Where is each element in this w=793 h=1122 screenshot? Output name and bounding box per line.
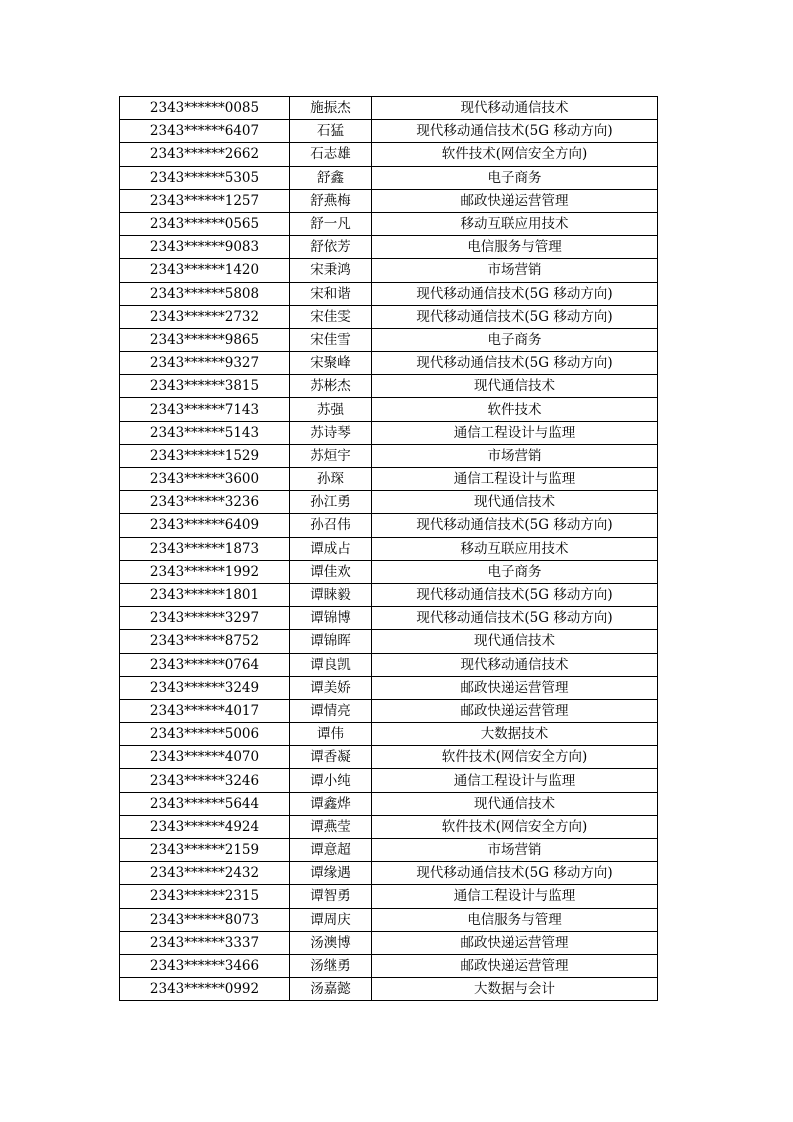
table-row	[120, 189, 658, 212]
student-id-cell: 2343******5143	[120, 421, 290, 444]
table-row	[120, 676, 658, 699]
student-id-cell: 2343******3297	[120, 607, 290, 630]
major-cell: 通信工程设计与监理	[372, 468, 658, 491]
student-id-cell: 2343******0992	[120, 978, 290, 1001]
student-name-cell: 苏彬杰	[290, 375, 372, 398]
student-id-cell: 2343******1992	[120, 560, 290, 583]
major-cell: 移动互联应用技术	[372, 212, 658, 235]
student-id-cell: 2343******5808	[120, 282, 290, 305]
major-cell: 现代移动通信技术(5G 移动方向)	[372, 607, 658, 630]
table-row	[120, 607, 658, 630]
major-cell: 现代移动通信技术(5G 移动方向)	[372, 282, 658, 305]
table-row	[120, 97, 658, 120]
major-cell: 现代移动通信技术(5G 移动方向)	[372, 120, 658, 143]
major-cell: 市场营销	[372, 259, 658, 282]
student-name-cell: 谭小纯	[290, 769, 372, 792]
student-id-cell: 2343******3249	[120, 676, 290, 699]
student-id-cell: 2343******9865	[120, 328, 290, 351]
student-id-cell: 2343******0085	[120, 97, 290, 120]
student-id-cell: 2343******0764	[120, 653, 290, 676]
student-name-cell: 孙琛	[290, 468, 372, 491]
student-id-cell: 2343******6409	[120, 514, 290, 537]
student-name-cell: 石猛	[290, 120, 372, 143]
major-cell: 电信服务与管理	[372, 236, 658, 259]
student-id-cell: 2343******3236	[120, 491, 290, 514]
student-name-cell: 舒燕梅	[290, 189, 372, 212]
roster-body	[120, 97, 658, 1001]
student-name-cell: 宋佳雯	[290, 305, 372, 328]
major-cell: 电子商务	[372, 328, 658, 351]
table-row	[120, 839, 658, 862]
table-row	[120, 815, 658, 838]
student-name-cell: 谭意超	[290, 839, 372, 862]
table-row	[120, 746, 658, 769]
table-row	[120, 166, 658, 189]
student-id-cell: 2343******1873	[120, 537, 290, 560]
student-id-cell: 2343******4924	[120, 815, 290, 838]
student-id-cell: 2343******2315	[120, 885, 290, 908]
major-cell: 邮政快递运营管理	[372, 676, 658, 699]
major-cell: 软件技术(网信安全方向)	[372, 815, 658, 838]
major-cell: 邮政快递运营管理	[372, 954, 658, 977]
student-id-cell: 2343******3466	[120, 954, 290, 977]
student-name-cell: 宋聚峰	[290, 352, 372, 375]
student-id-cell: 2343******9083	[120, 236, 290, 259]
table-row	[120, 282, 658, 305]
table-row	[120, 120, 658, 143]
table-row	[120, 583, 658, 606]
major-cell: 通信工程设计与监理	[372, 421, 658, 444]
student-name-cell: 谭情亮	[290, 699, 372, 722]
major-cell: 现代移动通信技术(5G 移动方向)	[372, 305, 658, 328]
table-row	[120, 978, 658, 1001]
major-cell: 现代通信技术	[372, 375, 658, 398]
table-row	[120, 398, 658, 421]
major-cell: 邮政快递运营管理	[372, 699, 658, 722]
major-cell: 现代移动通信技术(5G 移动方向)	[372, 514, 658, 537]
student-id-cell: 2343******2732	[120, 305, 290, 328]
major-cell: 邮政快递运营管理	[372, 931, 658, 954]
student-id-cell: 2343******1420	[120, 259, 290, 282]
major-cell: 现代移动通信技术(5G 移动方向)	[372, 583, 658, 606]
major-cell: 现代移动通信技术(5G 移动方向)	[372, 862, 658, 885]
table-row	[120, 468, 658, 491]
student-name-cell: 孙江勇	[290, 491, 372, 514]
table-row	[120, 236, 658, 259]
student-id-cell: 2343******2662	[120, 143, 290, 166]
student-id-cell: 2343******3600	[120, 468, 290, 491]
table-row	[120, 421, 658, 444]
table-row	[120, 537, 658, 560]
table-row	[120, 630, 658, 653]
table-row	[120, 560, 658, 583]
student-name-cell: 舒依芳	[290, 236, 372, 259]
table-row	[120, 259, 658, 282]
student-id-cell: 2343******0565	[120, 212, 290, 235]
major-cell: 现代通信技术	[372, 792, 658, 815]
student-id-cell: 2343******9327	[120, 352, 290, 375]
table-row	[120, 352, 658, 375]
table-row	[120, 328, 658, 351]
student-name-cell: 谭美娇	[290, 676, 372, 699]
student-name-cell: 谭锦晖	[290, 630, 372, 653]
student-name-cell: 宋佳雪	[290, 328, 372, 351]
student-name-cell: 苏烜宇	[290, 444, 372, 467]
student-id-cell: 2343******1529	[120, 444, 290, 467]
student-name-cell: 谭燕莹	[290, 815, 372, 838]
major-cell: 邮政快递运营管理	[372, 189, 658, 212]
student-name-cell: 宋秉鸿	[290, 259, 372, 282]
major-cell: 电子商务	[372, 166, 658, 189]
student-name-cell: 谭鑫烨	[290, 792, 372, 815]
student-name-cell: 苏强	[290, 398, 372, 421]
major-cell: 现代移动通信技术	[372, 653, 658, 676]
student-name-cell: 汤澳博	[290, 931, 372, 954]
student-name-cell: 苏诗琴	[290, 421, 372, 444]
table-row	[120, 723, 658, 746]
student-id-cell: 2343******3246	[120, 769, 290, 792]
student-name-cell: 谭成占	[290, 537, 372, 560]
student-name-cell: 宋和谐	[290, 282, 372, 305]
table-row	[120, 931, 658, 954]
student-id-cell: 2343******6407	[120, 120, 290, 143]
student-id-cell: 2343******4070	[120, 746, 290, 769]
major-cell: 软件技术	[372, 398, 658, 421]
major-cell: 移动互联应用技术	[372, 537, 658, 560]
student-id-cell: 2343******8073	[120, 908, 290, 931]
student-name-cell: 施振杰	[290, 97, 372, 120]
student-name-cell: 石志雄	[290, 143, 372, 166]
student-name-cell: 谭智勇	[290, 885, 372, 908]
major-cell: 现代移动通信技术(5G 移动方向)	[372, 352, 658, 375]
table-row	[120, 212, 658, 235]
student-id-cell: 2343******5006	[120, 723, 290, 746]
student-id-cell: 2343******1257	[120, 189, 290, 212]
table-row	[120, 444, 658, 467]
table-row	[120, 653, 658, 676]
student-name-cell: 谭锦博	[290, 607, 372, 630]
major-cell: 市场营销	[372, 444, 658, 467]
table-row	[120, 908, 658, 931]
student-name-cell: 汤嘉懿	[290, 978, 372, 1001]
table-row	[120, 885, 658, 908]
student-name-cell: 谭缘遇	[290, 862, 372, 885]
major-cell: 市场营销	[372, 839, 658, 862]
major-cell: 现代移动通信技术	[372, 97, 658, 120]
student-id-cell: 2343******1801	[120, 583, 290, 606]
student-name-cell: 谭周庆	[290, 908, 372, 931]
student-name-cell: 谭佳欢	[290, 560, 372, 583]
table-row	[120, 862, 658, 885]
table-row	[120, 375, 658, 398]
table-row	[120, 305, 658, 328]
student-roster-table	[119, 96, 658, 1001]
student-id-cell: 2343******2159	[120, 839, 290, 862]
major-cell: 软件技术(网信安全方向)	[372, 746, 658, 769]
table-row	[120, 699, 658, 722]
student-name-cell: 谭睐毅	[290, 583, 372, 606]
table-row	[120, 769, 658, 792]
student-id-cell: 2343******3815	[120, 375, 290, 398]
student-name-cell: 舒一凡	[290, 212, 372, 235]
table-row	[120, 491, 658, 514]
student-name-cell: 孙召伟	[290, 514, 372, 537]
major-cell: 通信工程设计与监理	[372, 885, 658, 908]
student-id-cell: 2343******3337	[120, 931, 290, 954]
major-cell: 大数据技术	[372, 723, 658, 746]
student-name-cell: 谭良凯	[290, 653, 372, 676]
student-name-cell: 谭伟	[290, 723, 372, 746]
major-cell: 电子商务	[372, 560, 658, 583]
student-id-cell: 2343******2432	[120, 862, 290, 885]
table-row	[120, 792, 658, 815]
table-row	[120, 954, 658, 977]
student-name-cell: 舒鑫	[290, 166, 372, 189]
student-name-cell: 汤继勇	[290, 954, 372, 977]
major-cell: 现代通信技术	[372, 491, 658, 514]
table-row	[120, 143, 658, 166]
student-id-cell: 2343******4017	[120, 699, 290, 722]
student-id-cell: 2343******5644	[120, 792, 290, 815]
major-cell: 电信服务与管理	[372, 908, 658, 931]
student-name-cell: 谭香凝	[290, 746, 372, 769]
major-cell: 通信工程设计与监理	[372, 769, 658, 792]
student-id-cell: 2343******7143	[120, 398, 290, 421]
major-cell: 大数据与会计	[372, 978, 658, 1001]
major-cell: 软件技术(网信安全方向)	[372, 143, 658, 166]
major-cell: 现代通信技术	[372, 630, 658, 653]
table-row	[120, 514, 658, 537]
student-id-cell: 2343******5305	[120, 166, 290, 189]
student-id-cell: 2343******8752	[120, 630, 290, 653]
